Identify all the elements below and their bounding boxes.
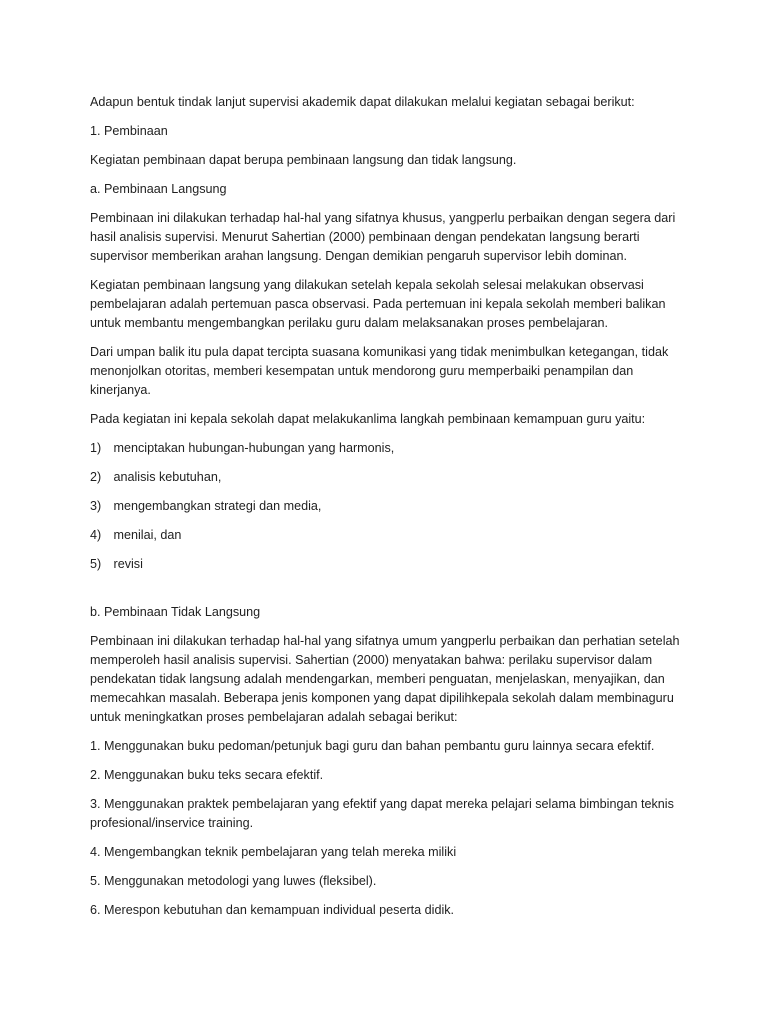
- section-1-title: 1. Pembinaan: [90, 124, 168, 138]
- paragraph-a2: Kegiatan pembinaan langsung yang dilakukan setelah kepala sekolah selesai melakukan observasi pembelajaran adalah pertemuan pasca observasi. Pada pertemuan ini kepala sekolah memberi balikan untuk membantu mengembangkan perilaku guru dalam melaksanakan proses pembelajaran.: [90, 278, 666, 330]
- step-text: mengembangkan strategi dan media,: [113, 499, 322, 513]
- subsection-a-title: a. Pembinaan Langsung: [90, 182, 227, 196]
- step-number: 3): [90, 499, 102, 513]
- paragraph-b1: Pembinaan ini dilakukan terhadap hal-hal yang sifatnya umum yangperlu perbaikan dan perhatian setelah memperoleh hasil analisis supervisi. Sahertian (2000) menyatakan bahwa: perilaku supervisor dalam pendekatan tidak langsung adalah mendengarkan, memberi penguatan, menjelaskan, menyajikan, dan memecahkan masalah. Beberapa jenis komponen yang dapat dipilihkepala sekolah dalam membinaguru untuk meningkatkan proses pembelajaran adalah sebagai berikut:: [90, 634, 680, 724]
- step-number: 1): [90, 441, 102, 455]
- component-item: 3. Menggunakan praktek pembelajaran yang efektif yang dapat mereka pelajari selama bimbingan teknis profesional/inservice training.: [90, 797, 674, 830]
- step-text: revisi: [113, 557, 143, 571]
- step-text: analisis kebutuhan,: [113, 470, 222, 484]
- step-number: 2): [90, 470, 102, 484]
- step-item: [90, 439, 690, 458]
- paragraph-a1: Pembinaan ini dilakukan terhadap hal-hal yang sifatnya khusus, yangperlu perbaikan dengan segera dari hasil analisis supervisi. Menurut Sahertian (2000) pembinaan dengan pendekatan langsung berarti supervisor memberikan arahan langsung. Dengan demikian pengaruh supervisor lebih dominan.: [90, 211, 676, 263]
- paragraph-a4: Pada kegiatan ini kepala sekolah dapat melakukanlima langkah pembinaan kemampuan guru yaitu:: [90, 412, 646, 426]
- step-item: [90, 497, 690, 516]
- step-item: [90, 555, 690, 574]
- step-item: [90, 526, 690, 545]
- section-1-text: Kegiatan pembinaan dapat berupa pembinaan langsung dan tidak langsung.: [90, 153, 517, 167]
- subsection-b-title: b. Pembinaan Tidak Langsung: [90, 605, 261, 619]
- step-number: 4): [90, 528, 102, 542]
- component-item: 4. Mengembangkan teknik pembelajaran yang telah mereka miliki: [90, 845, 457, 859]
- component-item: 5. Menggunakan metodologi yang luwes (fleksibel).: [90, 874, 377, 888]
- paragraph-a3: Dari umpan balik itu pula dapat tercipta suasana komunikasi yang tidak menimbulkan ketegangan, tidak menonjolkan otoritas, memberi kesempatan untuk mendorong guru memperbaiki penampilan dan kinerjanya.: [90, 345, 669, 397]
- step-text: menciptakan hubungan-hubungan yang harmonis,: [113, 441, 395, 455]
- intro-paragraph: Adapun bentuk tindak lanjut supervisi akademik dapat dilakukan melalui kegiatan sebagai berikut:: [90, 95, 635, 109]
- component-item: 1. Menggunakan buku pedoman/petunjuk bagi guru dan bahan pembantu guru lainnya secara efektif.: [90, 739, 655, 753]
- component-item: 6. Merespon kebutuhan dan kemampuan individual peserta didik.: [90, 903, 455, 917]
- component-item: 2. Menggunakan buku teks secara efektif.: [90, 768, 324, 782]
- step-number: 5): [90, 557, 102, 571]
- step-text: menilai, dan: [113, 528, 182, 542]
- document-body: [90, 93, 690, 930]
- step-item: [90, 468, 690, 487]
- blank-line: [90, 584, 690, 603]
